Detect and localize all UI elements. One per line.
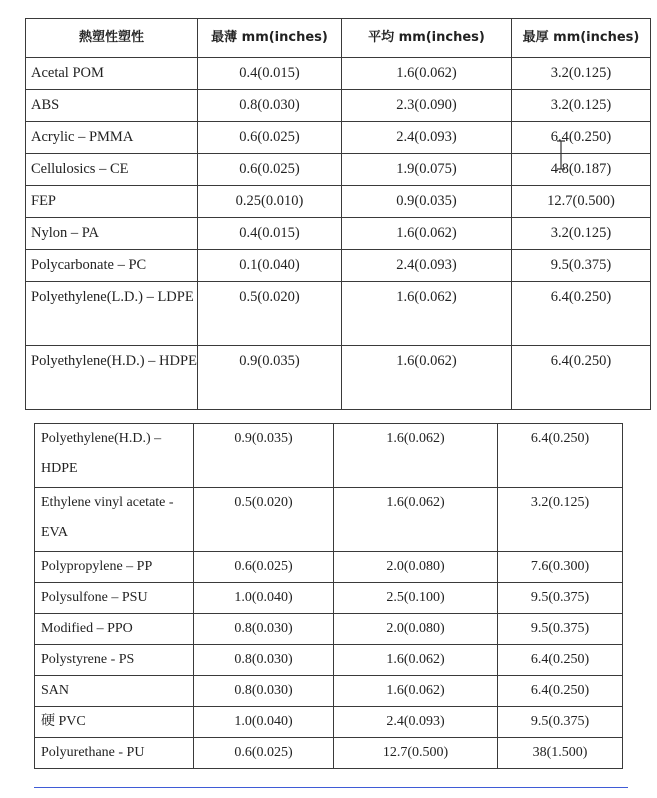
avg-thickness-cell: 1.9(0.075) <box>342 154 512 186</box>
min-thickness-cell: 0.5(0.020) <box>198 282 342 346</box>
min-thickness-cell: 0.6(0.025) <box>198 154 342 186</box>
material-cell: Polypropylene – PP <box>35 552 194 583</box>
material-cell: Ethylene vinyl acetate - EVA <box>35 488 194 552</box>
min-thickness-cell: 0.6(0.025) <box>198 122 342 154</box>
min-thickness-cell: 0.4(0.015) <box>198 218 342 250</box>
max-thickness-cell: 6.4(0.250) <box>512 122 651 154</box>
material-cell: Polyethylene(H.D.) – HDPE <box>35 424 194 488</box>
table-row <box>35 707 623 738</box>
thickness-table-bottom <box>34 423 623 769</box>
material-cell: Acetal POM <box>26 58 198 90</box>
material-cell: SAN <box>35 676 194 707</box>
table-row <box>35 614 623 645</box>
thickness-table-top <box>25 18 651 410</box>
table-row <box>35 424 623 488</box>
max-thickness-cell: 3.2(0.125) <box>512 218 651 250</box>
max-thickness-cell: 9.5(0.375) <box>498 614 623 645</box>
max-thickness-cell: 6.4(0.250) <box>498 424 623 488</box>
max-thickness-cell: 6.4(0.250) <box>498 676 623 707</box>
min-thickness-cell: 0.25(0.010) <box>198 186 342 218</box>
material-cell: Acrylic – PMMA <box>26 122 198 154</box>
material-cell: Cellulosics – CE <box>26 154 198 186</box>
avg-thickness-cell: 2.4(0.093) <box>334 707 498 738</box>
table-row <box>35 738 623 769</box>
avg-thickness-cell: 1.6(0.062) <box>334 645 498 676</box>
material-cell: Polystyrene - PS <box>35 645 194 676</box>
max-thickness-cell: 4.8(0.187) <box>512 154 651 186</box>
table-row <box>26 186 651 218</box>
header-avg: 平均 mm(inches) <box>342 19 512 58</box>
table-row <box>26 250 651 282</box>
min-thickness-cell: 0.6(0.025) <box>194 738 334 769</box>
material-cell: Polysulfone – PSU <box>35 583 194 614</box>
min-thickness-cell: 0.1(0.040) <box>198 250 342 282</box>
table-row <box>35 583 623 614</box>
material-cell: ABS <box>26 90 198 122</box>
material-cell: Polyethylene(L.D.) – LDPE <box>26 282 198 346</box>
avg-thickness-cell: 1.6(0.062) <box>342 346 512 410</box>
avg-thickness-cell: 1.6(0.062) <box>334 676 498 707</box>
max-thickness-cell: 38(1.500) <box>498 738 623 769</box>
material-cell: 硬 PVC <box>35 707 194 738</box>
table-row <box>26 218 651 250</box>
header-min: 最薄 mm(inches) <box>198 19 342 58</box>
avg-thickness-cell: 2.3(0.090) <box>342 90 512 122</box>
table-row <box>26 58 651 90</box>
avg-thickness-cell: 1.6(0.062) <box>334 424 498 488</box>
min-thickness-cell: 0.4(0.015) <box>198 58 342 90</box>
avg-thickness-cell: 2.4(0.093) <box>342 122 512 154</box>
bottom-rule <box>34 787 628 788</box>
material-cell: Nylon – PA <box>26 218 198 250</box>
table-row <box>26 90 651 122</box>
material-cell: Polyurethane - PU <box>35 738 194 769</box>
text-cursor-icon <box>556 140 566 170</box>
table-row <box>35 645 623 676</box>
max-thickness-cell: 9.5(0.375) <box>512 250 651 282</box>
avg-thickness-cell: 2.4(0.093) <box>342 250 512 282</box>
max-thickness-cell: 3.2(0.125) <box>498 488 623 552</box>
min-thickness-cell: 1.0(0.040) <box>194 583 334 614</box>
material-cell: Polyethylene(H.D.) – HDPE <box>26 346 198 410</box>
min-thickness-cell: 0.5(0.020) <box>194 488 334 552</box>
min-thickness-cell: 0.8(0.030) <box>194 614 334 645</box>
max-thickness-cell: 3.2(0.125) <box>512 58 651 90</box>
max-thickness-cell: 6.4(0.250) <box>498 645 623 676</box>
max-thickness-cell: 6.4(0.250) <box>512 282 651 346</box>
table-row <box>35 676 623 707</box>
avg-thickness-cell: 12.7(0.500) <box>334 738 498 769</box>
max-thickness-cell: 7.6(0.300) <box>498 552 623 583</box>
avg-thickness-cell: 2.0(0.080) <box>334 614 498 645</box>
table-header-row <box>26 19 651 58</box>
material-cell: FEP <box>26 186 198 218</box>
avg-thickness-cell: 1.6(0.062) <box>342 58 512 90</box>
min-thickness-cell: 0.8(0.030) <box>194 676 334 707</box>
min-thickness-cell: 0.9(0.035) <box>198 346 342 410</box>
max-thickness-cell: 3.2(0.125) <box>512 90 651 122</box>
max-thickness-cell: 9.5(0.375) <box>498 707 623 738</box>
header-max: 最厚 mm(inches) <box>512 19 651 58</box>
min-thickness-cell: 0.9(0.035) <box>194 424 334 488</box>
min-thickness-cell: 0.8(0.030) <box>194 645 334 676</box>
table-row <box>35 552 623 583</box>
min-thickness-cell: 0.8(0.030) <box>198 90 342 122</box>
material-cell: Modified – PPO <box>35 614 194 645</box>
table-row <box>26 282 651 346</box>
min-thickness-cell: 1.0(0.040) <box>194 707 334 738</box>
avg-thickness-cell: 2.5(0.100) <box>334 583 498 614</box>
avg-thickness-cell: 0.9(0.035) <box>342 186 512 218</box>
max-thickness-cell: 12.7(0.500) <box>512 186 651 218</box>
avg-thickness-cell: 1.6(0.062) <box>342 282 512 346</box>
max-thickness-cell: 6.4(0.250) <box>512 346 651 410</box>
material-cell: Polycarbonate – PC <box>26 250 198 282</box>
min-thickness-cell: 0.6(0.025) <box>194 552 334 583</box>
max-thickness-cell: 9.5(0.375) <box>498 583 623 614</box>
table-row <box>26 346 651 410</box>
avg-thickness-cell: 2.0(0.080) <box>334 552 498 583</box>
table-row <box>35 488 623 552</box>
avg-thickness-cell: 1.6(0.062) <box>342 218 512 250</box>
header-material: 熱塑性塑性 <box>26 19 198 58</box>
avg-thickness-cell: 1.6(0.062) <box>334 488 498 552</box>
